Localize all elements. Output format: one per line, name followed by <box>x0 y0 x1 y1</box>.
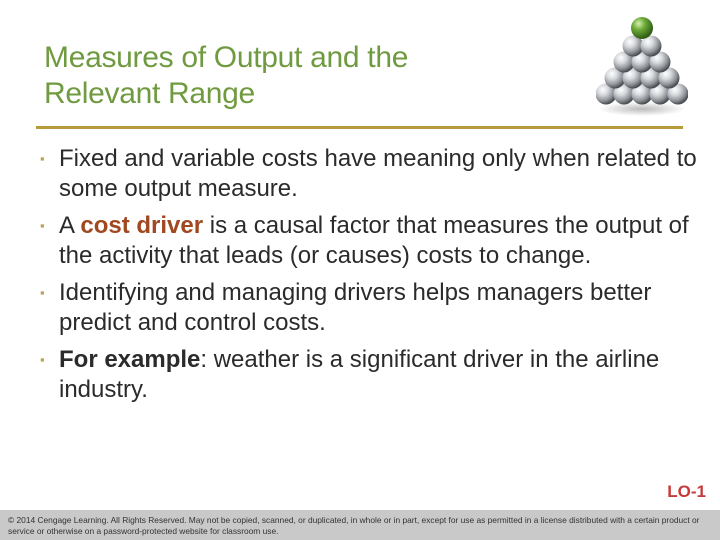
learning-objective-label: LO-1 <box>667 482 706 501</box>
slide-title-line-1: Measures of Output and the <box>44 41 409 74</box>
bullet-square-icon: ▪ <box>40 285 45 300</box>
silver-sphere-pyramid-icon <box>596 8 688 118</box>
bullet-item <box>40 278 700 338</box>
bullet-square-icon: ▪ <box>40 352 45 367</box>
bullet-item <box>40 211 700 271</box>
bold-term: For example <box>59 346 201 373</box>
bullet-text: Identifying and managing drivers helps managers better predict and control costs. <box>59 279 652 336</box>
copyright-text: © 2014 Cengage Learning. All Rights Reserved. May not be copied, scanned, or duplicated, in whole or in part, except for use as permitted in a license distributed with a certain product or service or otherwise on a password-protected website for classroom use. <box>8 515 700 536</box>
bullet-item <box>40 144 700 204</box>
bullet-text: A <box>59 212 81 239</box>
bullet-list <box>40 144 700 412</box>
green-apex-sphere <box>631 17 653 39</box>
bullet-item <box>40 345 700 405</box>
title-underline-rule <box>36 126 683 129</box>
copyright-footer <box>0 510 720 540</box>
bullet-text: : weather is a significant driver in the airline industry. <box>59 346 660 403</box>
slide-title <box>44 40 504 112</box>
bullet-text: is a causal factor that measures the output of the activity that leads (or causes) costs to change. <box>59 212 689 269</box>
slide-title-line-2: Relevant Range <box>44 77 255 110</box>
bullet-text: Fixed and variable costs have meaning only when related to some output measure. <box>59 145 697 202</box>
cost-driver-term: cost driver <box>80 212 204 239</box>
bullet-square-icon: ▪ <box>40 151 45 166</box>
bullet-square-icon: ▪ <box>40 218 45 233</box>
